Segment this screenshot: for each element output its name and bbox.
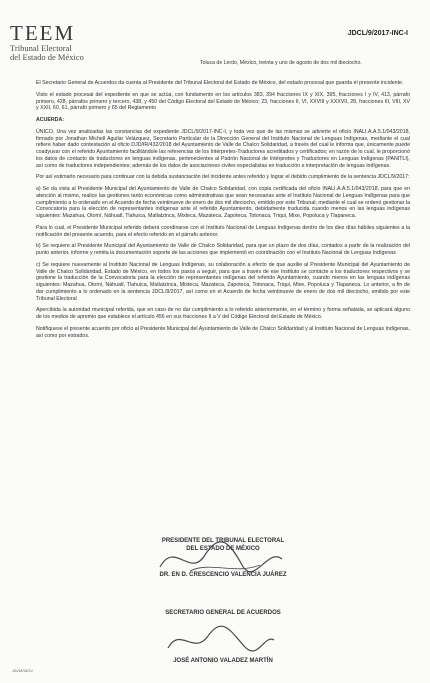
signature-title-tribunal: DEL ESTADO DE MÉXICO — [186, 546, 260, 552]
paragraph-sustanciacion: Por así estimarlo necesario para continuar con la debida sustanciación del incidente antes referido y lograr el debido cumplimiento de la sentencia JDCL/9/2017: — [36, 174, 410, 181]
footer-initials: JAVM/IAGV — [12, 668, 34, 673]
president-signature-scribble — [150, 535, 290, 581]
paragraph-inciso-b: b) Se requiere al Presidente Municipal del Ayuntamiento de Valle de Chalco Solidaridad, para que un plazo de dos días, contados a partir de la realización del punto anterior, informe y remita la documentación soporte de las acciones que implementó en coordinación con el Instituto Nacional de Lenguas Indígenas — [36, 243, 410, 256]
place-date: Toluca de Lerdo, México, treinta y uno de agosto de dos mil dieciocho. — [200, 60, 362, 66]
logo-mark: TEEM — [10, 21, 76, 45]
paragraph-cuenta: El Secretario General de Acuerdos da cuenta al Presidente del Tribunal Electoral del Estado de México, del estado procesal que guarda el presente incidente. — [36, 80, 404, 86]
paragraph-fundamento: Visto el estado procesal del expediente en que se actúa, con fundamento en los artículos 383, 394 fracciones IX y XIX, 395, fracciones I y IV, 413, párrafo primero, 428, párrafos primero y tercero, 438, y 450 del Código Electoral del Estado de México; 23, fracciones II, VI, XXVIII y XXXVII, 28, fracciones III, VIII, XV y XXII, 60, 61, párrafo primero y 65 del Reglamento — [36, 91, 410, 112]
paragraph-inciso-a: a) Se da vista al Presidente Municipal del Ayuntamiento de Valle de Chalco Solidaridad, con copia certificada del oficio INALI.A.A.5.1/043/2018, para que en atención al mismo, realice las gestiones tanto económicas como administrativas que sean necesarias ante el Instituto Nacional de Lenguas Indígenas para que cumplimiento a lo ordenado en el Acuerdo de fecha veintinueve de enero de dos mil dieciocho, emitido por este Tribunal; mediante el cual se ordenó gestionar la Convocatoria para la elección de representantes indígenas ante el referido Ayuntamiento, debidamente traducida cuando menos en las lenguas indígenas siguientes: Mazahua, Otomí, Náhuatl, Tlahuica, Matlatzinca, Mixteca, Mazateca, Zapoteca, Totonaca, Triqui, Mixe, Popoluca y Tlapaneca. — [36, 186, 410, 219]
signature-name-secretary: JOSÉ ANTONIO VALADEZ MARTÍN — [173, 658, 273, 664]
paragraph-coordinacion: Para lo cual, el Presidente Municipal referido deberá coordinarse con el Instituto Nacional de Lenguas Indígenas dentro de los diez días hábiles siguientes a la notificación del presente acuerdo, para el efecto referido en el párrafo anterior. — [36, 224, 410, 238]
signature-title-president: PRESIDENTE DEL TRIBUNAL ELECTORAL — [161, 538, 285, 544]
paragraph-unico: ÚNICO. Una vez analizadas las constancias del expediente JDCL/9/2017-INC-I, y toda vez que de las mismas se advierte el oficio INALI.A.A.5.1/043/2018, firmado por Jonathan Michell Aguilar Velázquez, Secretario Particular de la Dirección General del Instituto Nacional de Lenguas Indígenas, mediante el cual refiere haber dado contestación al oficio DJD/IR/432/2018 del Ayuntamiento de Valle de Chalco Solidaridad, a través del cual le informa que, únicamente puede coadyuvar con el referido Ayuntamiento facilitándole las referencias de los Intérpretes-Traductores acreditados y certificados; en razón de lo cual, le proporcionó los datos de contacto de traductores en lenguas indígenas, pertenecientes al Padrón Nacional de Intérpretes y Traductores en Lenguas Indígenas (PANITLI), así como de traductores independientes; además de los datos de asociaciones civiles especialistas en traducción e interpretación de lenguas indígenas. — [36, 128, 410, 169]
signature-title-secretary: SECRETARIO GENERAL DE ACUERDOS — [165, 610, 281, 616]
paragraph-inciso-c: c) Se requiere nuevamente al Instituto Nacional de Lenguas Indígenas, su colaboración a efecto de que auxilie al Presidente Municipal del Ayuntamiento de Valle de Chalco Solidaridad, Estado de México, en todos los pasos a seguir, para que a través de ese Instituto se contacte a los traductores respectivos y se gestione la traducción de la Convocatoria para la elección de representantes indígenas del referido Ayuntamiento, cuando menos en las lenguas indígenas siguientes: Mazahua, Otomí, Náhuatl, Tlahuica, Matlatzinca, Mixteca, Mazateca, Zapoteca, Totonaca, Triqui, Mixe, Popoluca y Tlapaneca. Lo anterior, a fin de dar cumplimiento a lo ordenado en la sentencia JDCL/9/2017, así como en el Acuerdo de fecha veintinueve de enero de dos mil dieciocho, emitido por este Tribunal Electoral — [36, 261, 410, 302]
signature-name-president: DR. EN D. CRESCENCIO VALENCIA JUÁREZ — [159, 572, 287, 578]
secretary-signature-scribble — [160, 620, 280, 660]
logo-line-2: del Estado de México — [10, 52, 84, 62]
logo-line-1: Tribunal Electoral — [10, 43, 72, 53]
paragraph-notifiquese: Notifíquese el presente acuerdo por oficio al Presidente Municipal del Ayuntamiento de Valle de Chalco Solidaridad y al Instituto Nacional de Lenguas Indígenas, así como por estrados. — [36, 325, 410, 339]
tribunal-logo — [10, 22, 114, 74]
document-body — [36, 80, 410, 344]
expediente-number: JDCL/9/2017-INC-I — [347, 30, 408, 37]
acuerda-heading: ACUERDA: — [36, 117, 64, 123]
paragraph-apercibimiento: Apercibida la autoridad municipal referida, que en caso de no dar cumplimiento a lo referido anteriormente, en el término y forma señalada, se aplicará alguno de los medios de apremio que establece el artículo 456 en sus fracciones II a V del Código Electoral del Estado de México. — [36, 307, 410, 320]
